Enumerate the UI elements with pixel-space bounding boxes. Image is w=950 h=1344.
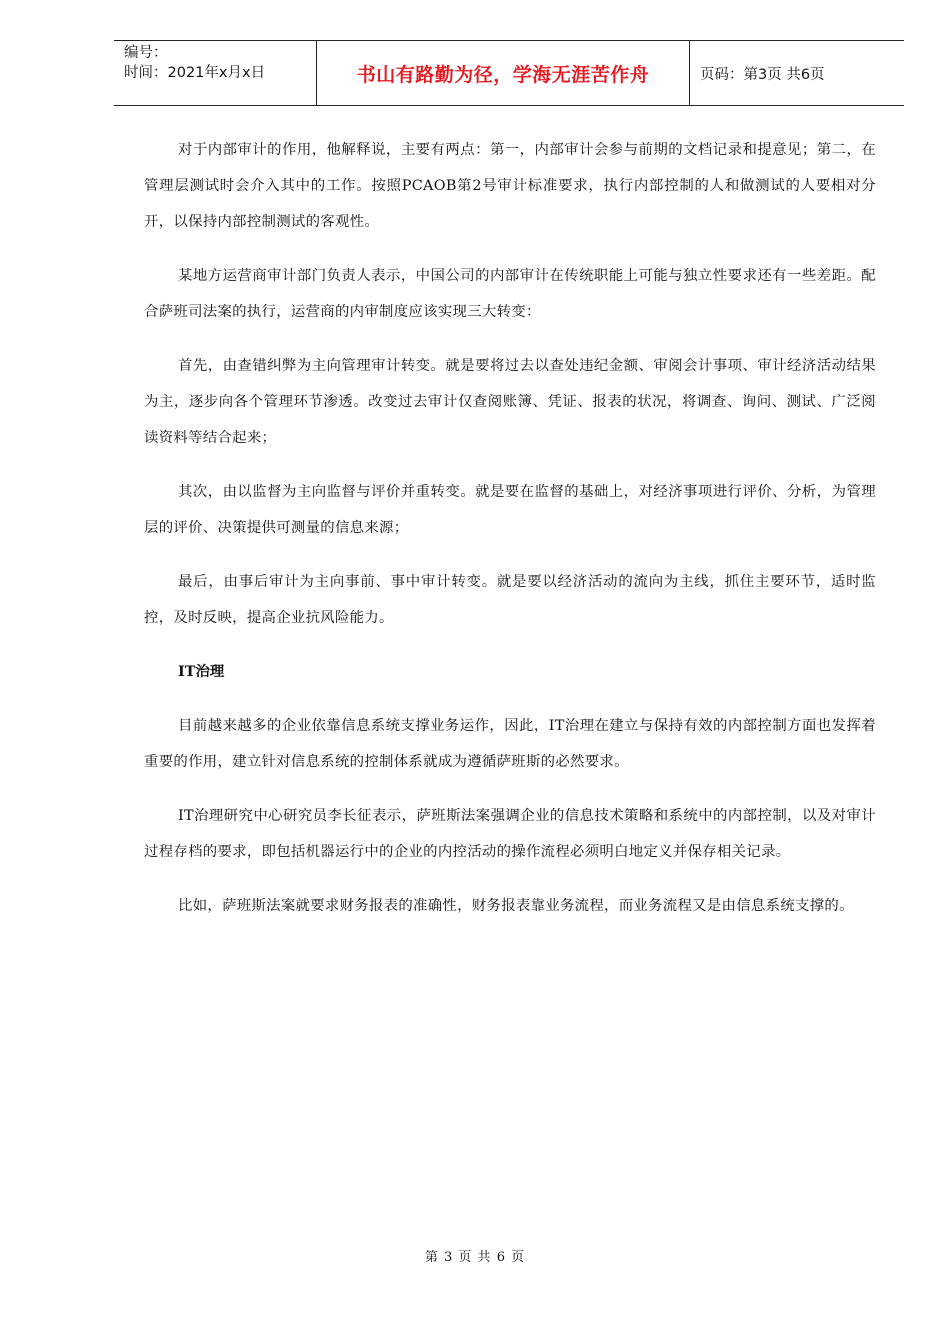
header-page-info: 页码：第3页 共6页 [700, 66, 825, 83]
document-body [144, 132, 876, 942]
paragraph: 首先，由查错纠弊为主向管理审计转变。就是要将过去以查处违纪金额、审阅会计事项、审计经济活动结果为主，逐步向各个管理环节渗透。改变过去审计仅查阅账簿、凭证、报表的状况，将调查、询问、测试、广泛阅读资料等结合起来； [144, 358, 876, 446]
document-number-label: 编号： [124, 45, 168, 61]
paragraph: IT治理研究中心研究员李长征表示，萨班斯法案强调企业的信息技术策略和系统中的内部控制，以及对审计过程存档的要求，即包括机器运行中的企业的内控活动的操作流程必须明白地定义并保存相关记录。 [144, 808, 876, 860]
header-meta [114, 41, 316, 105]
paragraph: 目前越来越多的企业依靠信息系统支撑业务运作，因此，IT治理在建立与保持有效的内部控制方面也发挥着重要的作用，建立针对信息系统的控制体系就成为遵循萨班斯的必然要求。 [144, 718, 876, 770]
page-footer: 第 3 页 共 6 页 [424, 1250, 526, 1265]
section-heading: IT治理 [178, 663, 225, 680]
document-header [114, 40, 904, 106]
paragraph: 某地方运营商审计部门负责人表示，中国公司的内部审计在传统职能上可能与独立性要求还有一些差距。配合萨班司法案的执行，运营商的内审制度应该实现三大转变： [144, 268, 876, 320]
paragraph: 对于内部审计的作用，他解释说，主要有两点：第一，内部审计会参与前期的文档记录和提意见；第二，在管理层测试时会介入其中的工作。按照PCAOB第2号审计标准要求，执行内部控制的人和做测试的人要相对分开，以保持内部控制测试的客观性。 [144, 142, 876, 230]
header-motto: 书山有路勤为径，学海无涯苦作舟 [316, 41, 690, 105]
paragraph: 最后，由事后审计为主向事前、事中审计转变。就是要以经济活动的流向为主线，抓住主要环节，适时监控，及时反映，提高企业抗风险能力。 [144, 574, 876, 626]
paragraph: 其次，由以监督为主向监督与评价并重转变。就是要在监督的基础上，对经济事项进行评价、分析，为管理层的评价、决策提供可测量的信息来源； [144, 484, 876, 536]
document-time-label: 时间：2021年x月x日 [124, 65, 266, 81]
paragraph: 比如，萨班斯法案就要求财务报表的准确性，财务报表靠业务流程，而业务流程又是由信息系统支撑的。 [178, 898, 854, 914]
